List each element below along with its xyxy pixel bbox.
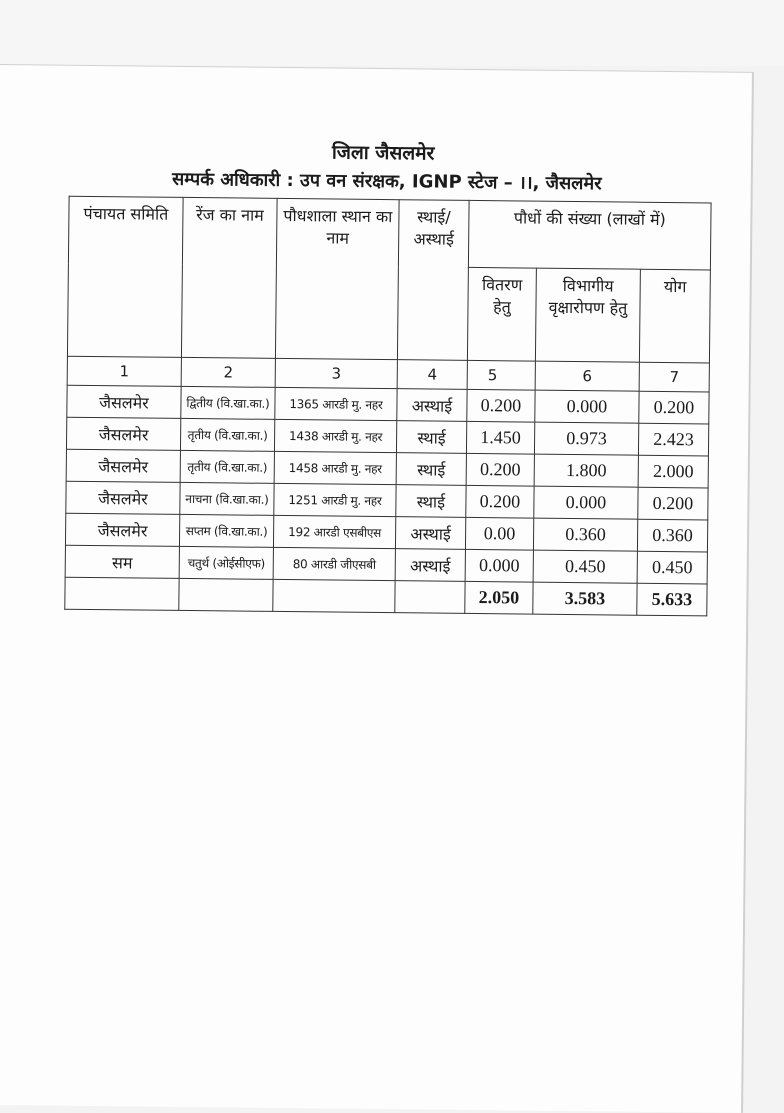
cell-distribution: 0.200 bbox=[466, 485, 534, 518]
cell-range: सप्तम (वि.खा.का.) bbox=[179, 514, 273, 547]
document-page bbox=[0, 64, 754, 1113]
district-title: जिला जैसलमेर bbox=[331, 141, 435, 165]
header-panchayat-samiti: पंचायत समिति bbox=[67, 196, 183, 357]
column-number: 2 bbox=[181, 357, 275, 387]
column-number: 3 bbox=[275, 358, 397, 388]
header-dept-plantation: विभागीय वृक्षारोपण हेतु bbox=[535, 268, 640, 362]
header-plant-count: पौधों की संख्या (लाखों में) bbox=[468, 200, 711, 270]
cell-total: 0.200 bbox=[638, 487, 708, 520]
cell-range: नाचना (वि.खा.का.) bbox=[180, 482, 274, 515]
cell-range: तृतीय (वि.खा.का.) bbox=[180, 418, 274, 451]
cell-nursery: 1458 आरडी मु. नहर bbox=[274, 451, 396, 484]
header-range-name: रेंज का नाम bbox=[181, 197, 277, 358]
cell-total: 0.450 bbox=[637, 551, 707, 584]
scan-background bbox=[0, 0, 784, 66]
empty-cell bbox=[395, 581, 465, 614]
cell-total: 0.360 bbox=[637, 519, 707, 552]
cell-type: स्थाई bbox=[396, 453, 466, 486]
nursery-table bbox=[64, 196, 711, 617]
cell-panchayat: जैसलमेर bbox=[67, 385, 181, 418]
cell-nursery: 1438 आरडी मु. नहर bbox=[274, 419, 396, 452]
cell-distribution: 0.000 bbox=[465, 549, 533, 582]
column-number: 4 bbox=[397, 360, 467, 390]
empty-cell bbox=[179, 578, 273, 611]
cell-nursery: 1251 आरडी मु. नहर bbox=[274, 483, 396, 516]
column-number: 6 bbox=[535, 361, 639, 391]
cell-nursery: 80 आरडी जीएसबी bbox=[273, 547, 395, 580]
column-number: 5 bbox=[467, 360, 535, 390]
cell-total: 2.423 bbox=[638, 423, 708, 456]
cell-range: चतुर्थ (ओईसीएफ) bbox=[179, 546, 273, 579]
cell-type: स्थाई bbox=[396, 485, 466, 518]
header-nursery-name: पौधशाला स्थान का नाम bbox=[275, 198, 399, 359]
cell-dept-plantation: 0.000 bbox=[534, 486, 638, 519]
column-number: 1 bbox=[67, 356, 181, 386]
cell-type: स्थाई bbox=[396, 421, 466, 454]
header-total: योग bbox=[639, 269, 710, 363]
cell-panchayat: जैसलमेर bbox=[66, 417, 180, 450]
totals-row bbox=[65, 577, 707, 616]
cell-distribution: 1.450 bbox=[466, 421, 534, 454]
header-row bbox=[68, 196, 711, 270]
cell-dept-plantation: 0.360 bbox=[533, 518, 637, 551]
grand-total: 5.633 bbox=[637, 583, 707, 616]
cell-total: 0.200 bbox=[639, 391, 709, 424]
cell-dept-plantation: 0.000 bbox=[535, 390, 639, 423]
header-distribution: वितरण हेतु bbox=[467, 267, 536, 361]
cell-range: तृतीय (वि.खा.का.) bbox=[180, 450, 274, 483]
cell-nursery: 192 आरडी एसबीएस bbox=[273, 515, 395, 548]
cell-panchayat: जैसलमेर bbox=[65, 513, 179, 546]
cell-type: अस्थाई bbox=[395, 549, 465, 582]
cell-nursery: 1365 आरडी मु. नहर bbox=[275, 387, 397, 420]
officer-line: सम्पर्क अधिकारी : उप वन संरक्षक, IGNP स्टेज – ।।, जैसलमेर bbox=[171, 168, 602, 195]
cell-dept-plantation: 0.973 bbox=[534, 422, 638, 455]
cell-distribution: 0.200 bbox=[467, 389, 535, 422]
cell-distribution: 0.200 bbox=[466, 453, 534, 486]
cell-range: द्वितीय (वि.खा.का.) bbox=[181, 386, 275, 419]
header-type: स्थाई/ अस्थाई bbox=[397, 200, 469, 361]
cell-panchayat: सम bbox=[65, 545, 179, 578]
cell-type: अस्थाई bbox=[395, 517, 465, 550]
cell-dept-plantation: 0.450 bbox=[533, 550, 637, 583]
empty-cell bbox=[273, 579, 395, 612]
cell-panchayat: जैसलमेर bbox=[66, 449, 180, 482]
empty-cell bbox=[65, 577, 179, 610]
cell-panchayat: जैसलमेर bbox=[66, 481, 180, 514]
total-dept-plantation: 3.583 bbox=[533, 582, 637, 615]
cell-type: अस्थाई bbox=[397, 389, 467, 422]
column-number: 7 bbox=[639, 362, 709, 392]
cell-total: 2.000 bbox=[638, 455, 708, 488]
total-distribution: 2.050 bbox=[465, 581, 533, 614]
cell-dept-plantation: 1.800 bbox=[534, 454, 638, 487]
cell-distribution: 0.00 bbox=[465, 517, 533, 550]
